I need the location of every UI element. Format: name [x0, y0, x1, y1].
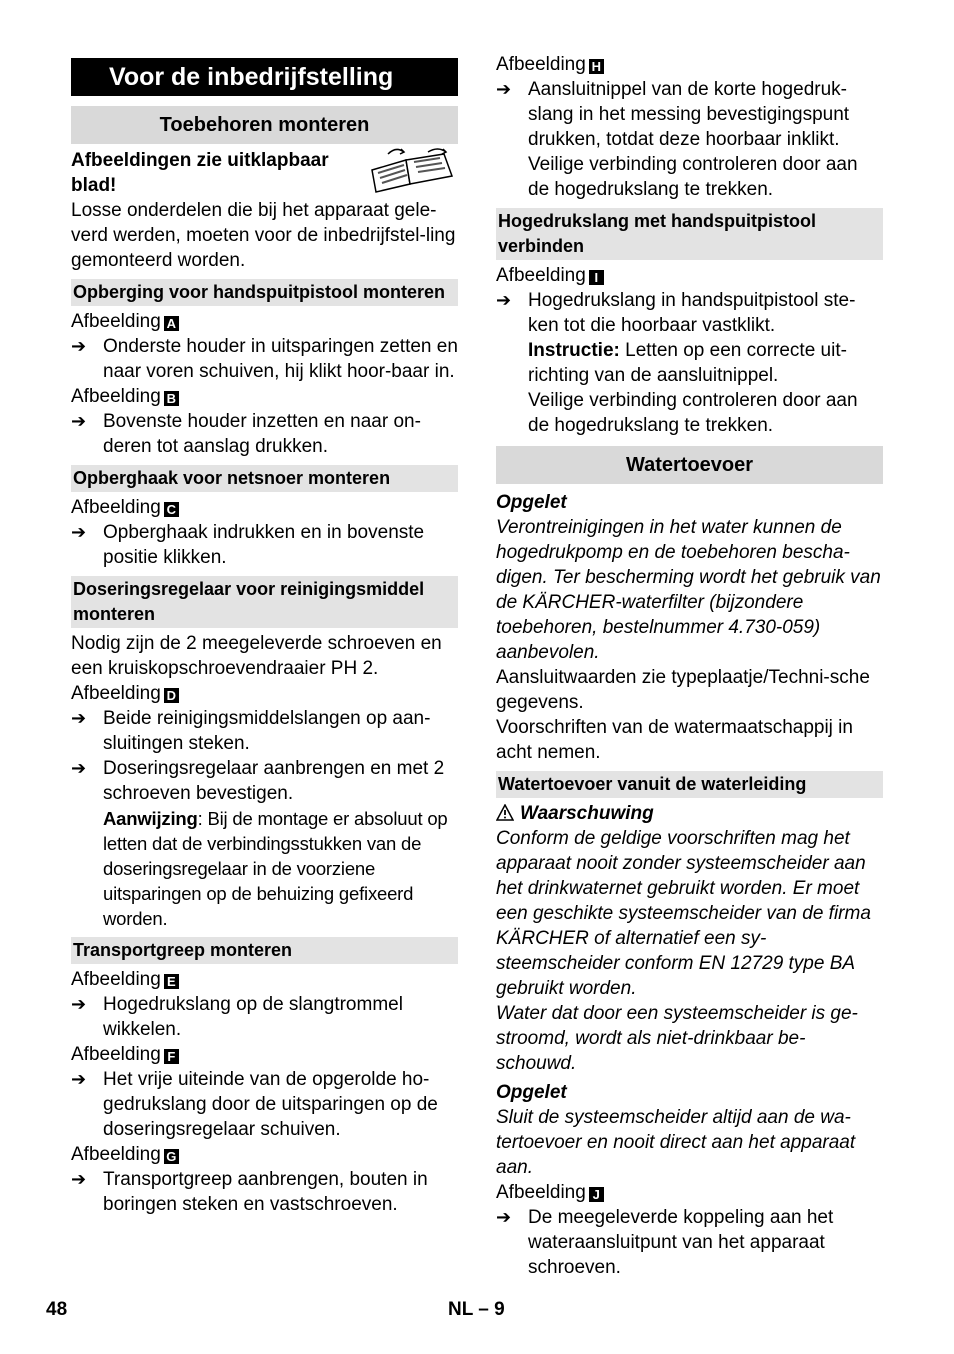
instruction-step: ➔ Hogedrukslang op de slangtrommel wikkelen. [71, 994, 403, 1040]
aanwijzing-note: Aanwijzing: Bij de montage er absoluut op letten dat de verbindingsstukken van de doseringsregelaar in de voorziene uitsparingen op de behuizing gefixeerd worden. [103, 808, 448, 929]
figure-ref-g: Afbeelding G [71, 1142, 458, 1167]
figure-letter-a: A [164, 316, 179, 331]
section-heading-toebehoren: Toebehoren monteren [71, 106, 458, 144]
arrow-right-icon: ➔ [71, 758, 87, 778]
instruction-step: ➔ Hogedrukslang in handspuitpistool ste-ken tot die hoorbaar vastklikt. [496, 290, 856, 336]
subheading-handspuitpistool: Hogedrukslang met handspuitpistool verbinden [496, 208, 883, 260]
figure-letter-j: J [589, 1187, 604, 1202]
instruction-step: ➔ Opberghaak indrukken en in bovenste positie klikken. [71, 522, 425, 568]
instruction-step: ➔ Aansluitnippel van de korte hogedruk-slang in het messing bevestigingspunt drukken, totdat deze hoorbaar inklikt. [496, 79, 850, 150]
figure-letter-b: B [164, 391, 179, 406]
figure-letter-h: H [589, 59, 604, 74]
book-foldout-icon [366, 146, 458, 194]
arrow-right-icon: ➔ [71, 336, 87, 356]
instruction-step: ➔ Beide reinigingsmiddelslangen op aan-sluitingen steken. [71, 708, 431, 754]
subheading-dosering: Doseringsregelaar voor reinigingsmiddel monteren [71, 576, 458, 628]
warning-text-2: Water dat door een systeemscheider is ge-stroomd, wordt als niet-drinkbaar be-schouwd. [496, 1003, 858, 1074]
instructie-note: Instructie: Letten op een correcte uit-richting van de aansluitnippel. [528, 340, 847, 386]
arrow-right-icon: ➔ [71, 994, 87, 1014]
figure-ref-a: Afbeelding A [71, 309, 458, 334]
left-column [71, 52, 458, 1217]
figure-letter-f: F [164, 1049, 179, 1064]
intro-text: Losse onderdelen die bij het apparaat gele-verd werden, moeten voor de inbedrijfstel-ling gemonteerd worden. [71, 200, 456, 271]
page-reference: NL – 9 [448, 1299, 505, 1320]
figure-ref-i: Afbeelding I [496, 263, 883, 288]
figure-letter-g: G [164, 1149, 179, 1164]
figure-ref-b: Afbeelding B [71, 384, 458, 409]
subheading-opberghaak: Opberghaak voor netsnoer monteren [71, 465, 458, 492]
arrow-right-icon: ➔ [71, 411, 87, 431]
instruction-step: ➔ Transportgreep aanbrengen, bouten in boringen steken en vastschroeven. [71, 1169, 428, 1215]
caution-text-2: Sluit de systeemscheider altijd aan de wa-tertoevoer en nooit direct aan het apparaat aan. [496, 1107, 856, 1178]
foldout-note [71, 148, 458, 198]
subheading-waterleiding: Watertoevoer vanuit de waterleiding [496, 771, 883, 798]
page-number: 48 [46, 1299, 68, 1320]
instruction-step: ➔ Het vrije uiteinde van de opgerolde ho-gedrukslang door de uitsparingen op de doseringsregelaar schuiven. [71, 1069, 438, 1140]
arrow-right-icon: ➔ [71, 522, 87, 542]
arrow-right-icon: ➔ [71, 1169, 87, 1189]
foldout-note-text: Afbeeldingen zie uitklapbaar blad! [71, 150, 329, 196]
section-heading-watertoevoer: Watertoevoer [496, 446, 883, 484]
subheading-opberging: Opberging voor handspuitpistool monteren [71, 279, 458, 306]
arrow-right-icon: ➔ [496, 1207, 512, 1227]
arrow-right-icon: ➔ [71, 1069, 87, 1089]
figure-ref-d: Afbeelding D [71, 681, 458, 706]
subheading-transportgreep: Transportgreep monteren [71, 937, 458, 964]
dosering-intro: Nodig zijn de 2 meegeleverde schroeven en een kruiskopschroevendraaier PH 2. [71, 633, 442, 679]
figure-letter-d: D [164, 688, 179, 703]
warning-heading: Waarschuwing [496, 801, 883, 826]
figure-letter-c: C [164, 502, 179, 517]
page-title: Voor de inbedrijfstelling [71, 58, 458, 96]
caution-label-2: Opgelet [496, 1082, 567, 1103]
figure-letter-i: I [589, 270, 604, 285]
figure-letter-e: E [164, 974, 179, 989]
instruction-step: ➔ Doseringsregelaar aanbrengen en met 2 schroeven bevestigen. [71, 758, 445, 804]
arrow-right-icon: ➔ [496, 290, 512, 310]
instruction-step: ➔ De meegeleverde koppeling aan het wateraansluitpunt van het apparaat schroeven. [496, 1207, 834, 1278]
right-column [496, 52, 883, 1280]
warning-text: Conform de geldige voorschriften mag het apparaat nooit zonder systeemscheider aan het drinkwaternet gebruikt worden. Er moet een geschikte systeemscheider van de firma KÄRCHER of alternatief een sy-steemscheider conform EN 12729 type BA gebruikt worden. [496, 828, 871, 999]
arrow-right-icon: ➔ [71, 708, 87, 728]
aansluitwaarden-text: Aansluitwaarden zie typeplaatje/Techni-sche gegevens. [496, 667, 870, 713]
voorschriften-text: Voorschriften van de watermaatschappij in acht nemen. [496, 717, 853, 763]
instruction-step: ➔ Bovenste houder inzetten en naar on-deren tot aanslag drukken. [71, 411, 421, 457]
instruction-followup: Veilige verbinding controleren door aan de hogedrukslang te trekken. [528, 154, 858, 200]
figure-ref-f: Afbeelding F [71, 1042, 458, 1067]
caution-text: Verontreinigingen in het water kunnen de hogedrukpomp en de toebehoren bescha-digen. Ter bescherming wordt het gebruik van de KÄRCHER-waterfilter (bijzondere toebehoren, bestelnummer 4.730-059) aanbevolen. [496, 517, 881, 663]
instruction-step: ➔ Onderste houder in uitsparingen zetten en naar voren schuiven, hij klikt hoor-baar in. [71, 336, 458, 382]
arrow-right-icon: ➔ [496, 79, 512, 99]
figure-ref-e: Afbeelding E [71, 967, 458, 992]
figure-ref-c: Afbeelding C [71, 495, 458, 520]
warning-triangle-icon [496, 804, 514, 821]
instruction-followup: Veilige verbinding controleren door aan de hogedrukslang te trekken. [528, 390, 858, 436]
figure-ref-j: Afbeelding J [496, 1180, 883, 1205]
figure-ref-h: Afbeelding H [496, 52, 883, 77]
caution-label: Opgelet [496, 492, 567, 513]
